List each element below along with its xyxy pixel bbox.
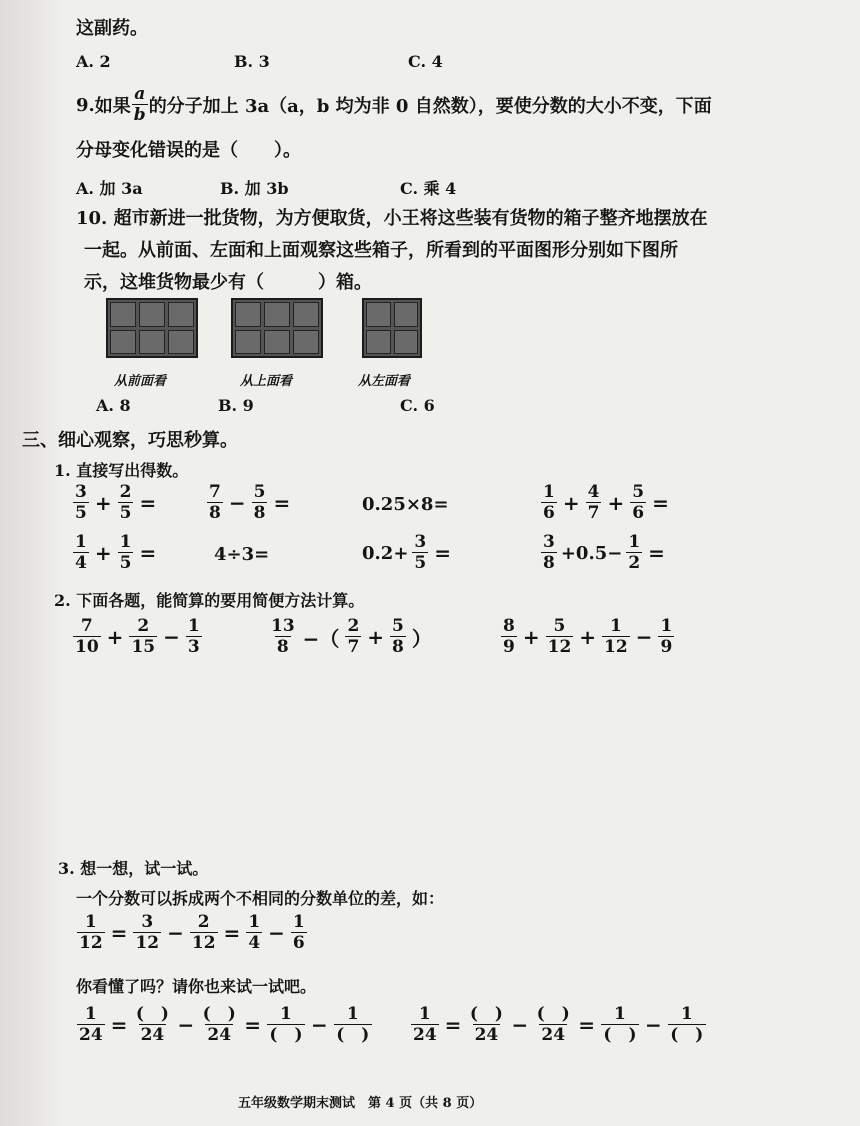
q9-line2: 分母变化错误的是（ ）。 — [76, 140, 301, 161]
blank-denominator[interactable]: ( ) — [601, 1024, 639, 1044]
blank-denominator[interactable]: ( ) — [267, 1024, 305, 1044]
section3-title: 三、细心观察，巧思秒算。 — [22, 430, 238, 451]
p3-description: 一个分数可以拆成两个不相同的分数单位的差，如： — [76, 889, 445, 908]
p1-r2-a: $\frac{1}{4}$ + $\frac{1}{5}$ = — [75, 532, 157, 573]
view-top-caption: 从上面看 — [240, 374, 293, 389]
p3-example: $\frac{1}{12}$ = $\frac{3}{12}$ − $\frac{2}{12}$ = $\frac{1}{4}$ − $\frac{1}{6}$ — [79, 912, 305, 953]
binding-shadow — [0, 0, 62, 1126]
blank-numerator[interactable]: ( ) — [469, 1004, 503, 1024]
p3-try-1: $\frac{1}{24}$ = $\frac{( )}{24}$ − $\frac{( )}{24}$ = $\frac{1}{( )}$ − $\frac{1}{( )}$ — [76, 1006, 373, 1044]
p1-title: 1. 直接写出得数。 — [54, 461, 189, 480]
q8-tail: 这副药。 — [76, 18, 148, 39]
q9-fraction — [132, 86, 148, 124]
view-left-grid — [362, 298, 422, 358]
q10-option-b: B. 9 — [218, 396, 254, 415]
p1-r2-b: 4÷3= — [214, 544, 270, 565]
p1-r1-d: $\frac{1}{6}$ + $\frac{4}{7}$ + $\frac{5}{6}$ = — [543, 482, 669, 523]
q10-line1: 10. 超市新进一批货物，为方便取货，小王将这些装有货物的箱子整齐地摆放在 — [76, 208, 708, 229]
q9-pre: 如果 — [94, 96, 131, 117]
p2-expr1: $\frac{7}{10}$ + $\frac{2}{15}$ − $\frac{1}{3}$ — [75, 616, 200, 657]
q10-line2: 一起。从前面、左面和上面观察这些箱子，所看到的平面图形分别如下图所 — [84, 240, 678, 261]
q8-option-b: B. 3 — [234, 52, 270, 71]
blank-numerator[interactable]: ( ) — [536, 1004, 570, 1024]
q9-option-c: C. 乘 4 — [400, 179, 457, 198]
p3-prompt: 你看懂了吗？请你也来试一试吧。 — [76, 977, 317, 996]
blank-numerator[interactable]: ( ) — [202, 1004, 236, 1024]
q8-option-c: C. 4 — [408, 52, 443, 71]
q8-option-a: A. 2 — [76, 52, 111, 71]
p2-title: 2. 下面各题，能简算的要用简便方法计算。 — [54, 591, 365, 610]
blank-denominator[interactable]: ( ) — [334, 1024, 372, 1044]
p1-r1-a: $\frac{3}{5}$ + $\frac{2}{5}$ = — [75, 482, 157, 523]
q9-line1 — [76, 86, 712, 124]
p2-expr3: $\frac{8}{9}$ + $\frac{5}{12}$ + $\frac{1}{12}$ − $\frac{1}{9}$ — [503, 616, 673, 657]
page-footer: 五年级数学期末测试 第 4 页（共 8 页） — [238, 1096, 483, 1111]
q9-frac-num: a — [134, 84, 146, 104]
q10-line3: 示，这堆货物最少有（ ）箱。 — [84, 272, 372, 293]
q9-option-a: A. 加 3a — [76, 179, 143, 198]
q10-option-a: A. 8 — [96, 396, 131, 415]
blank-denominator[interactable]: ( ) — [668, 1024, 706, 1044]
p3-title: 3. 想一想，试一试。 — [58, 859, 209, 878]
q10-option-c: C. 6 — [400, 396, 435, 415]
q9-number: 9. — [76, 94, 95, 116]
blank-numerator[interactable]: ( ) — [135, 1004, 169, 1024]
p1-r2-d: $\frac{3}{8}$ +0.5− $\frac{1}{2}$ = — [543, 532, 665, 573]
p1-r1-b: $\frac{7}{8}$ − $\frac{5}{8}$ = — [209, 482, 291, 523]
p2-expr2: $\frac{13}{8}$ −（ $\frac{2}{7}$ + $\frac{5}{8}$ ） — [271, 616, 432, 657]
p3-try-2: $\frac{1}{24}$ = $\frac{( )}{24}$ − $\frac{( )}{24}$ = $\frac{1}{( )}$ − $\frac{1}{( )}$ — [410, 1006, 707, 1044]
view-front-caption: 从前面看 — [114, 374, 167, 389]
p1-r2-c: 0.2+ $\frac{3}{5}$ = — [362, 532, 452, 573]
view-front-grid — [106, 298, 198, 358]
p1-r1-c: 0.25×8= — [362, 494, 449, 515]
q9-option-b: B. 加 3b — [220, 179, 289, 198]
q9-frac-den: b — [133, 105, 146, 125]
view-left-caption: 从左面看 — [358, 374, 411, 389]
view-top-grid — [231, 298, 323, 358]
q9-post: 的分子加上 3a（a，b 均为非 0 自然数），要使分数的大小不变，下面 — [148, 96, 712, 117]
